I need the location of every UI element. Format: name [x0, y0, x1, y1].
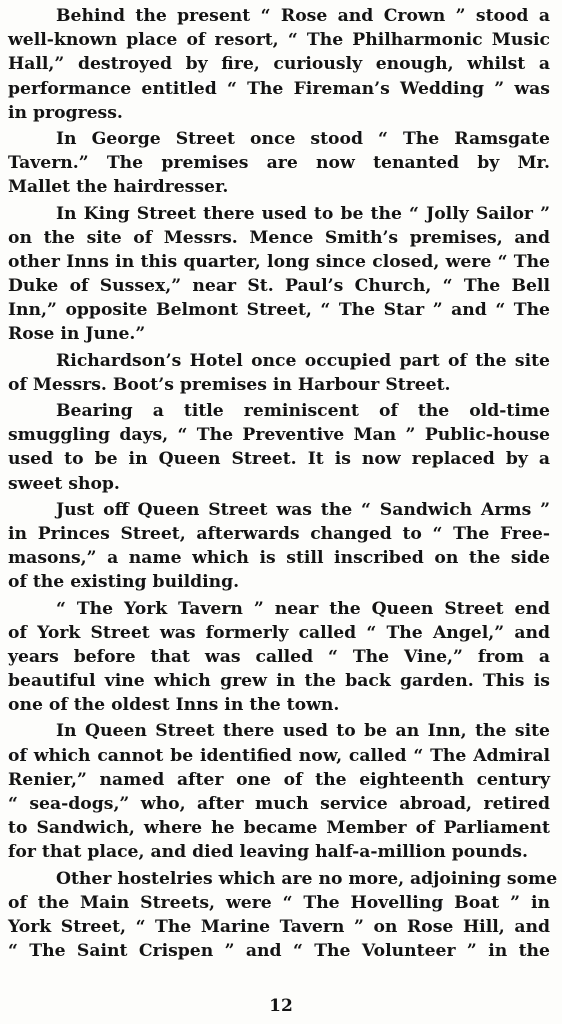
paragraph [8, 719, 550, 864]
paragraph [8, 867, 558, 964]
paragraph [8, 202, 550, 347]
text-line: for that place, and died leaving half-a-million pounds. [8, 842, 528, 863]
text-line: In Queen Street there used to be an Inn, the site [56, 721, 550, 742]
text-line: Rose in June.” [8, 324, 146, 345]
text-line: used to be in Queen Street. It is now replaced by a [8, 449, 550, 470]
paragraph [8, 498, 550, 595]
text-line: Inn,” opposite Belmont Street, “ The Star ” and “ The [8, 300, 550, 321]
text-line: well-known place of resort, “ The Philharmonic Music [8, 30, 550, 51]
text-line: “ The Saint Crispen ” and “ The Volunteer ” in the [8, 941, 550, 962]
text-line: to Sandwich, where he became Member of Parliament [8, 818, 550, 839]
text-line: Duke of Sussex,” near St. Paul’s Church, “ The Bell [8, 276, 550, 297]
text-line: sweet shop. [8, 473, 120, 494]
text-line: one of the oldest Inns in the town. [8, 695, 340, 716]
paragraph [8, 127, 550, 200]
text-line: of the existing building. [8, 572, 240, 593]
text-line: in progress. [8, 102, 123, 123]
text-line: of York Street was formerly called “ The Angel,” and [8, 622, 550, 643]
paragraph [8, 597, 550, 718]
text-line: “ The York Tavern ” near the Queen Street end [56, 598, 550, 619]
text-line: Richardson’s Hotel once occupied part of the site [56, 350, 550, 371]
text-line: Bearing a title reminiscent of the old-time [56, 401, 550, 421]
page-number: 12 [269, 996, 293, 1016]
paragraph [8, 349, 550, 397]
text-line: York Street, “ The Marine Tavern ” on Rose Hill, and [8, 916, 550, 937]
text-line: of the Main Streets, were “ The Hovelling Boat ” in [8, 892, 550, 913]
text-line: Tavern.” The premises are now tenanted by Mr. [8, 153, 550, 174]
text-line: years before that was called “ The Vine,” from a [8, 646, 550, 667]
text-line: beautiful vine which grew in the back garden. This is [8, 671, 550, 692]
text-line: Behind the present “ Rose and Crown ” stood a [56, 6, 550, 26]
text-line: on the site of Messrs. Mence Smith’s premises, and [8, 227, 550, 248]
body-text [8, 4, 558, 963]
text-line: “ sea-dogs,” who, after much service abroad, retired [8, 794, 550, 814]
paragraph [8, 399, 550, 496]
text-line: masons,” a name which is still inscribed on the side [8, 548, 550, 569]
text-line: performance entitled “ The Fireman’s Wedding ” was [8, 78, 550, 99]
text-line: Just off Queen Street was the “ Sandwich Arms ” [56, 499, 550, 520]
text-line: Renier,” named after one of the eighteenth century [8, 769, 550, 790]
text-line: Mallet the hairdresser. [8, 177, 229, 198]
paragraph [8, 4, 550, 125]
text-line: smuggling days, “ The Preventive Man ” Public-house [8, 425, 550, 446]
text-line: other Inns in this quarter, long since closed, were “ The [8, 251, 550, 272]
text-line: in Princes Street, afterwards changed to “ The Free- [8, 523, 550, 544]
text-line: Hall,” destroyed by fire, curiously enough, whilst a [8, 54, 550, 75]
text-line: Other hostelries which are no more, adjoining some [56, 868, 558, 889]
text-line: In George Street once stood “ The Ramsgate [56, 128, 550, 149]
text-line: of Messrs. Boot’s premises in Harbour Street. [8, 374, 451, 395]
text-line: of which cannot be identified now, called “ The Admiral [8, 745, 550, 766]
text-line: In King Street there used to be the “ Jolly Sailor ” [56, 203, 550, 224]
